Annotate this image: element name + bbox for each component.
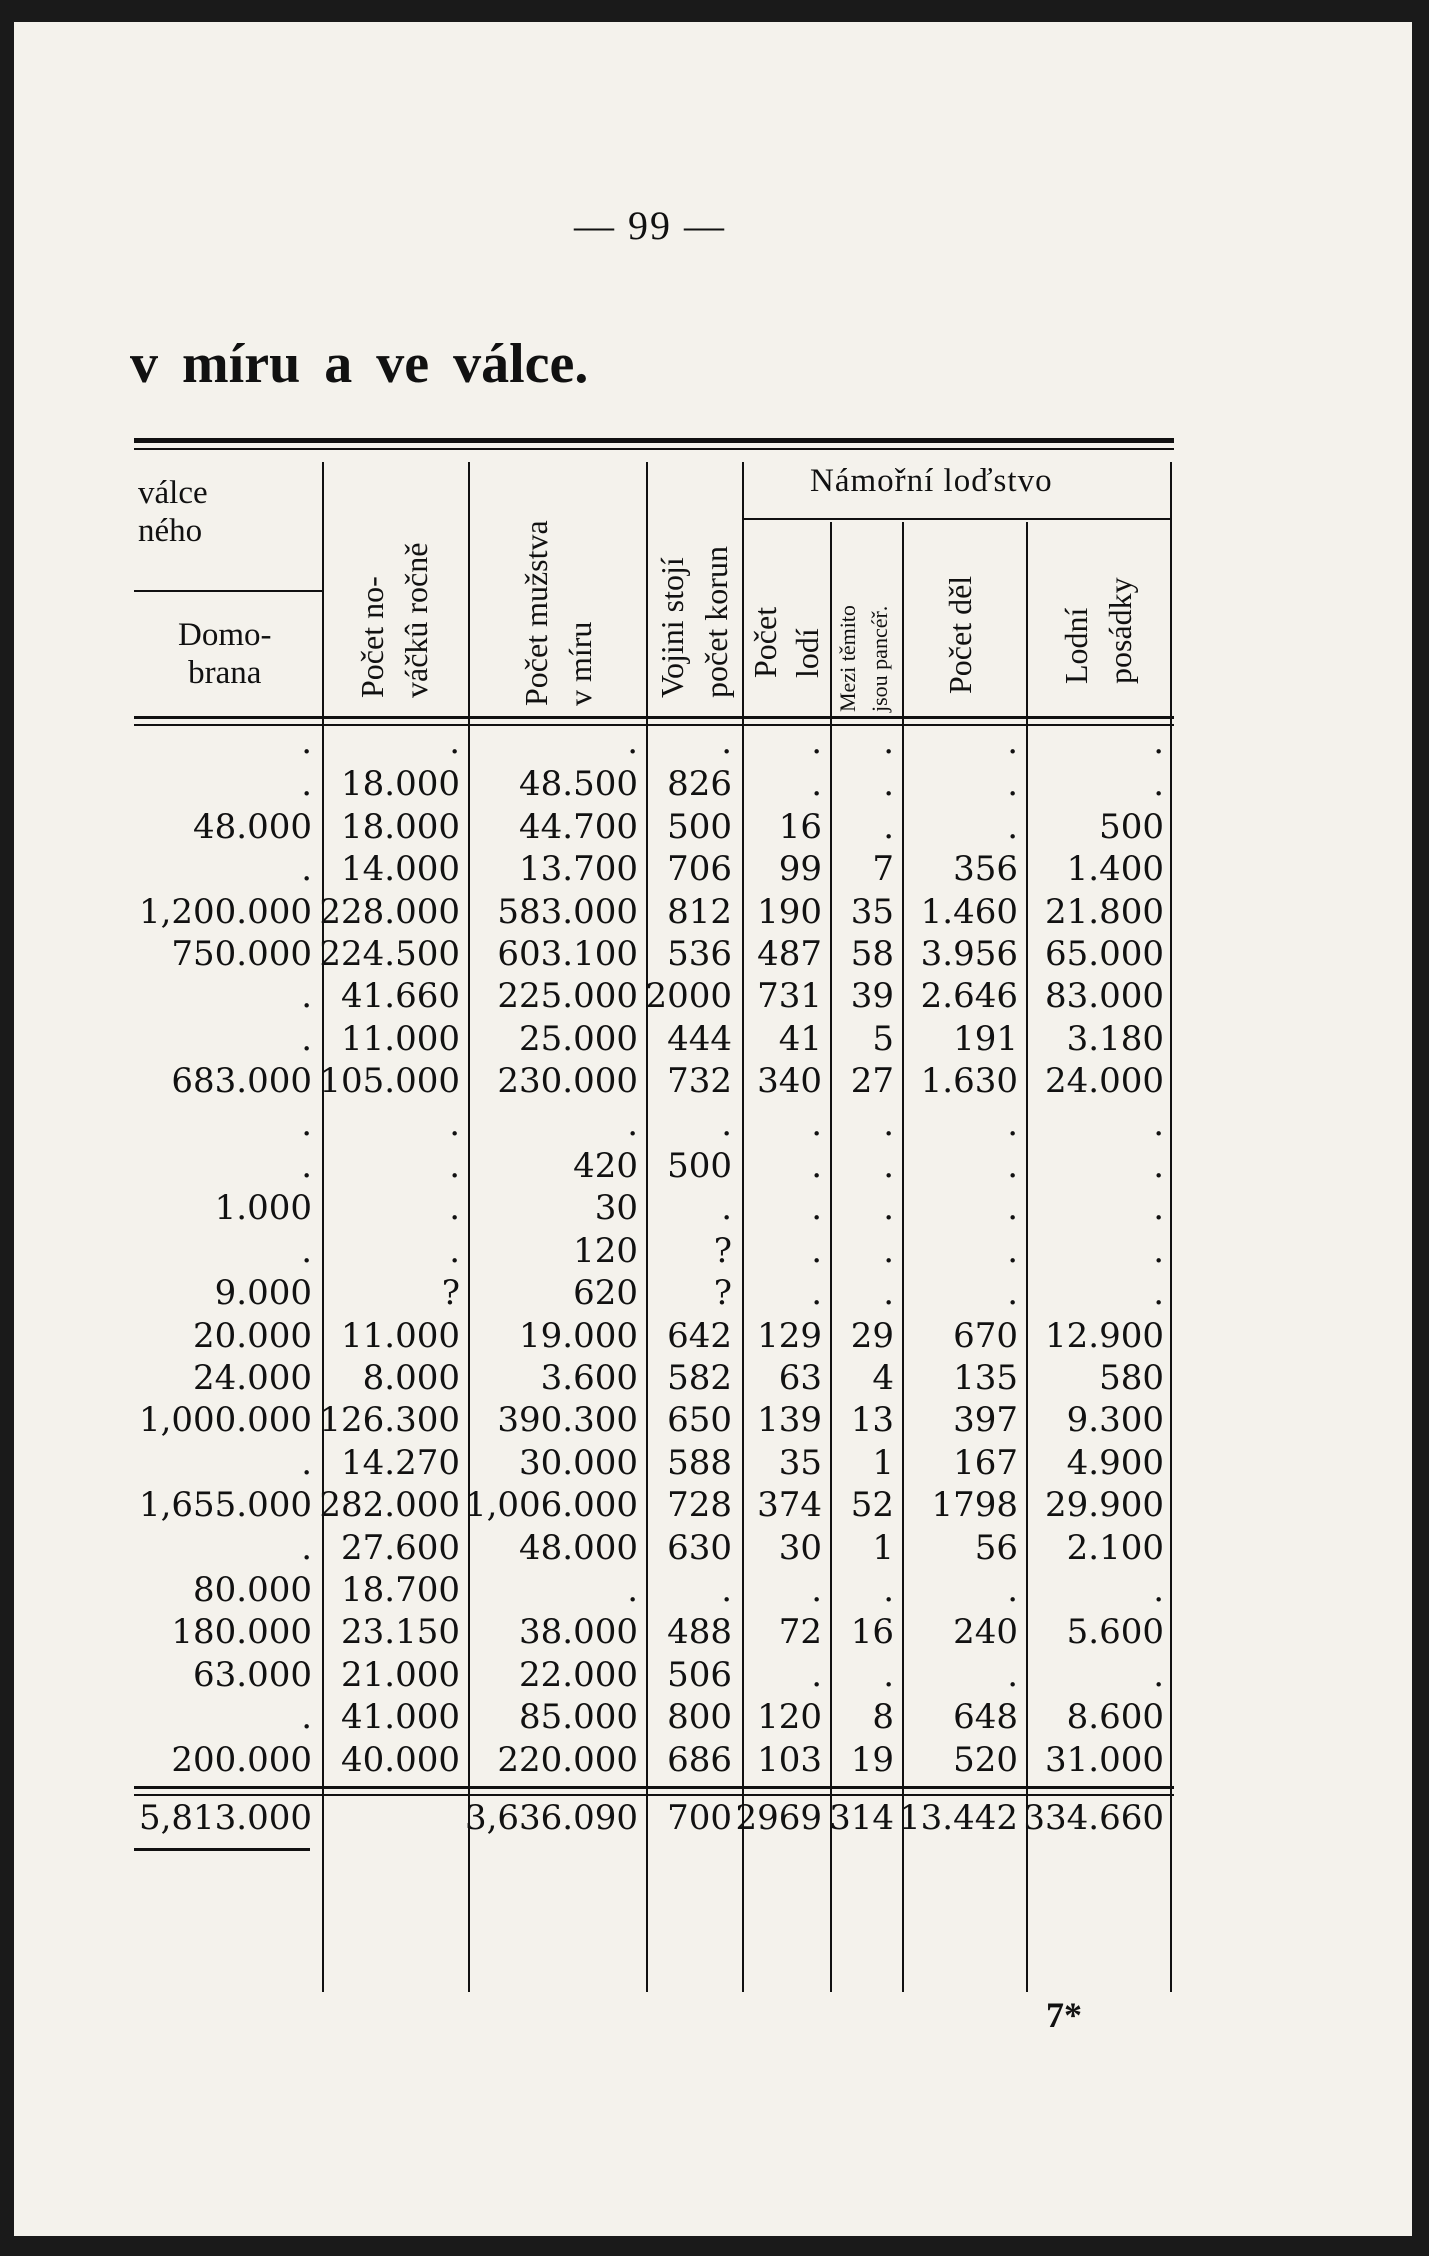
table-cell: . [811,1146,822,1186]
table-cell: 13 [850,1400,894,1441]
table-cell: 11.000 [341,1315,460,1356]
table-cell: 23.150 [341,1612,460,1653]
table-cell: . [883,1273,894,1314]
table-cell: 16 [850,1612,894,1653]
col-divider [322,462,324,1992]
table-cell: 30.000 [519,1442,638,1483]
table-cell: 35 [778,1442,822,1483]
table-cell: ? [713,1230,732,1271]
table-cell: 334.660 [1023,1798,1164,1838]
header-col1-top: válce ného [138,475,208,549]
table-cell: 44.700 [519,806,638,847]
table-cell: 167 [953,1442,1018,1483]
table-cell: 22.000 [519,1654,638,1695]
table-cell: 48.000 [193,806,312,847]
col-divider [468,462,470,1992]
table-cell: 13.442 [899,1798,1018,1838]
table-cell: . [449,1230,460,1271]
table-cell: . [301,1230,312,1271]
header-navy: Námořní loďstvo [810,463,1053,499]
table-cell: . [883,1146,894,1186]
table-cell: 1.630 [920,1061,1018,1102]
table-cell: 630 [667,1527,732,1568]
table-cell: 670 [953,1315,1018,1356]
table-cell: 488 [667,1612,732,1653]
table-cell: 500 [667,1146,732,1186]
table-cell: . [1007,1273,1018,1314]
table-cell: . [1153,1273,1164,1314]
table-cell: 63 [778,1358,822,1398]
table-cell: . [1007,764,1018,805]
table-cell: . [1153,1146,1164,1186]
table-cell: 390.300 [497,1400,638,1441]
table-cell: 24.000 [1045,1061,1164,1102]
table-cell: . [1153,1103,1164,1144]
table-cell: . [627,722,638,762]
table-cell: 129 [757,1315,822,1356]
table-cell: . [883,1654,894,1695]
header-col5: Počet lodí [747,606,825,678]
table-cell: . [811,1654,822,1695]
table-cell: 500 [667,806,732,847]
table-cell: 374 [757,1485,822,1526]
header-bottom-rule-2 [134,724,1174,726]
col-divider [1026,522,1028,1992]
table-cell: . [301,1697,312,1738]
table-cell: 85.000 [519,1697,638,1738]
table-cell: . [1007,1230,1018,1271]
table-cell: 63.000 [193,1654,312,1695]
top-rule [134,438,1174,443]
table-cell: 38.000 [519,1612,638,1653]
table-cell: 5 [872,1018,894,1059]
table-cell: . [883,764,894,805]
table-cell: 620 [573,1273,638,1314]
table-cell: . [301,1103,312,1144]
table-cell: 120 [757,1697,822,1738]
table-cell: . [1153,1654,1164,1695]
table-cell: 41.660 [341,976,460,1017]
header-col4: Vojini stojí počet korun [654,546,734,698]
table-cell: 31.000 [1045,1739,1164,1780]
table-cell: . [883,1570,894,1610]
table-cell: 683.000 [171,1061,312,1102]
table-cell: 30 [778,1527,822,1568]
table-cell: 826 [667,764,732,805]
table-cell: 126.300 [319,1400,460,1441]
table-cell: 135 [953,1358,1018,1398]
table-cell: . [1153,1570,1164,1610]
table-cell: 200.000 [171,1739,312,1780]
table-cell: 39 [850,976,894,1017]
table-cell: . [883,806,894,847]
header-bottom-rule [134,716,1174,719]
table-cell: 397 [953,1400,1018,1441]
table-cell: 58 [850,934,894,974]
table-cell: 24.000 [193,1358,312,1398]
col-divider [742,462,744,1992]
table-cell: 340 [757,1061,822,1102]
table-cell: 2969 [735,1798,822,1838]
table-cell: . [721,1188,732,1229]
table-cell: . [883,1103,894,1144]
table-cell: 2000 [645,976,732,1017]
table-cell: . [1007,1188,1018,1229]
table-cell: 9.300 [1066,1400,1164,1441]
table-cell: 52 [850,1485,894,1526]
table-cell: 228.000 [319,891,460,932]
table-cell: . [301,976,312,1017]
header-col8: Lodní posádky [1058,577,1138,684]
table-cell: 8 [872,1697,894,1738]
table-cell: . [811,1570,822,1610]
navy-span-rule [742,518,1172,520]
table-cell: 30 [594,1188,638,1229]
table-cell: 583.000 [497,891,638,932]
table-cell: . [1007,1654,1018,1695]
table-cell: 444 [667,1018,732,1059]
table-cell: 580 [1099,1358,1164,1398]
table-cell: 2.100 [1066,1527,1164,1568]
header-col7: Počet děl [942,575,978,694]
table-cell: 48.000 [519,1527,638,1568]
header-col6: Mezi těmito jsou pancéř. [835,605,892,712]
table-cell: 2.646 [920,976,1018,1017]
table-cell: 282.000 [319,1485,460,1526]
table-cell: 220.000 [497,1739,638,1780]
table-cell: . [811,722,822,762]
table-cell: 1.400 [1066,849,1164,890]
table-cell: 225.000 [497,976,638,1017]
table-cell: 731 [757,976,822,1017]
table-cell: 14.270 [341,1442,460,1483]
table-cell: 72 [778,1612,822,1653]
table-cell: 13.700 [519,849,638,890]
table-cell: 139 [757,1400,822,1441]
table-cell: 27 [850,1061,894,1102]
table-cell: 1,655.000 [138,1485,312,1526]
table-cell: 12.900 [1045,1315,1164,1356]
table-cell: 7 [872,849,894,890]
table-cell: 29 [850,1315,894,1356]
table-cell: 20.000 [193,1315,312,1356]
table-cell: . [301,1527,312,1568]
top-rule-thin [134,448,1174,450]
table-cell: 190 [757,891,822,932]
table-cell: ? [441,1273,460,1314]
table-cell: 420 [573,1146,638,1186]
table-cell: 8.000 [362,1358,460,1398]
table-cell: . [627,1103,638,1144]
col-divider [1170,462,1172,1992]
table-cell: 582 [667,1358,732,1398]
table-cell: 18.000 [341,806,460,847]
table-cell: ? [713,1273,732,1314]
col-divider [830,522,832,1992]
table-cell: . [301,849,312,890]
table-cell: 5,813.000 [138,1798,312,1838]
document-page [14,22,1412,2236]
table-cell: . [883,722,894,762]
table-cell: 16 [778,806,822,847]
table-cell: 1,200.000 [138,891,312,932]
table-cell: . [811,1230,822,1271]
table-cell: 686 [667,1739,732,1780]
table-cell: 314 [829,1798,894,1838]
table-cell: 1 [872,1527,894,1568]
totals-rule [134,1786,1174,1789]
table-cell: . [811,1188,822,1229]
table-cell: 21.800 [1045,891,1164,932]
table-cell: 99 [778,849,822,890]
header-col1-bottom: Domo- brana [178,617,272,691]
table-cell: 224.500 [319,934,460,974]
table-cell: 650 [667,1400,732,1441]
table-cell: 25.000 [519,1018,638,1059]
table-cell: 41 [778,1018,822,1059]
table-cell: 105.000 [319,1061,460,1102]
table-cell: 18.000 [341,764,460,805]
table-cell: 1,000.000 [138,1400,312,1441]
table-cell: 3,636.090 [464,1798,638,1838]
table-cell: 800 [667,1697,732,1738]
table-cell: . [721,722,732,762]
table-cell: 19.000 [519,1315,638,1356]
table-cell: 230.000 [497,1061,638,1102]
table-cell: . [811,1273,822,1314]
table-cell: 4 [872,1358,894,1398]
table-cell: 520 [953,1739,1018,1780]
table-cell: 21.000 [341,1654,460,1695]
table-cell: 5.600 [1066,1612,1164,1653]
totals-underline [134,1848,310,1851]
table-cell: 487 [757,934,822,974]
table-cell: 35 [850,891,894,932]
table-cell: 706 [667,849,732,890]
table-cell: 648 [953,1697,1018,1738]
table-cell: . [721,1570,732,1610]
table-cell: 103 [757,1739,822,1780]
table-cell: 41.000 [341,1697,460,1738]
table-cell: 1.000 [214,1188,312,1229]
table-cell: 19 [850,1739,894,1780]
table-cell: 29.900 [1045,1485,1164,1526]
table-cell: . [449,1103,460,1144]
table-cell: 642 [667,1315,732,1356]
page-number: — 99 — [574,203,726,248]
table-cell: 588 [667,1442,732,1483]
table-cell: 356 [953,849,1018,890]
table-cell: . [1153,1188,1164,1229]
table-cell: 48.500 [519,764,638,805]
table-cell: . [1007,1103,1018,1144]
table-cell: . [1007,806,1018,847]
table-cell: . [301,1146,312,1186]
table-cell: . [1007,1570,1018,1610]
totals-rule-2 [134,1794,1174,1796]
table-cell: 3.180 [1066,1018,1164,1059]
table-cell: 56 [974,1527,1018,1568]
table-cell: . [301,1442,312,1483]
table-cell: . [449,1146,460,1186]
table-cell: . [883,1188,894,1229]
table-cell: 14.000 [341,849,460,890]
table-cell: 9.000 [214,1273,312,1314]
table-cell: 40.000 [341,1739,460,1780]
table-cell: 191 [953,1018,1018,1059]
table-cell: . [449,1188,460,1229]
col1-split-rule [134,590,322,592]
table-cell: . [811,1103,822,1144]
table-cell: 1 [872,1442,894,1483]
table-cell: . [1007,1146,1018,1186]
table-cell: 3.956 [920,934,1018,974]
header-col2: Počet no- váčkû ročně [354,542,434,698]
table-cell: . [811,764,822,805]
col-divider [902,522,904,1992]
table-cell: . [721,1103,732,1144]
table-cell: 65.000 [1045,934,1164,974]
table-cell: . [627,1570,638,1610]
table-cell: 506 [667,1654,732,1695]
header-col3: Počet mužstva v míru [518,520,598,706]
table-cell: 3.600 [540,1358,638,1398]
table-cell: 27.600 [341,1527,460,1568]
table-cell: . [1007,722,1018,762]
table-cell: . [1153,1230,1164,1271]
table-cell: 240 [953,1612,1018,1653]
table-cell: . [1153,722,1164,762]
table-cell: . [883,1230,894,1271]
page-heading: v míru a ve válce. [130,333,589,395]
table-cell: 11.000 [341,1018,460,1059]
table-cell: 1.460 [920,891,1018,932]
signature-mark: 7* [1046,1995,1082,2035]
table-cell: 83.000 [1045,976,1164,1017]
table-cell: 732 [667,1061,732,1102]
table-cell: 1798 [931,1485,1018,1526]
table-cell: 700 [667,1798,732,1838]
col-divider [646,462,648,1992]
table-cell: 500 [1099,806,1164,847]
table-cell: 120 [573,1230,638,1271]
table-cell: . [301,722,312,762]
table-cell: 812 [667,891,732,932]
table-cell: 4.900 [1066,1442,1164,1483]
table-cell: 750.000 [171,934,312,974]
table-cell: 80.000 [193,1570,312,1610]
table-cell: 1,006.000 [464,1485,638,1526]
table-cell: 180.000 [171,1612,312,1653]
table-cell: . [449,722,460,762]
table-cell: 18.700 [341,1570,460,1610]
table-cell: 603.100 [497,934,638,974]
table-cell: 728 [667,1485,732,1526]
table-cell: . [301,764,312,805]
table-cell: 8.600 [1066,1697,1164,1738]
table-cell: . [301,1018,312,1059]
table-cell: 536 [667,934,732,974]
table-cell: . [1153,764,1164,805]
